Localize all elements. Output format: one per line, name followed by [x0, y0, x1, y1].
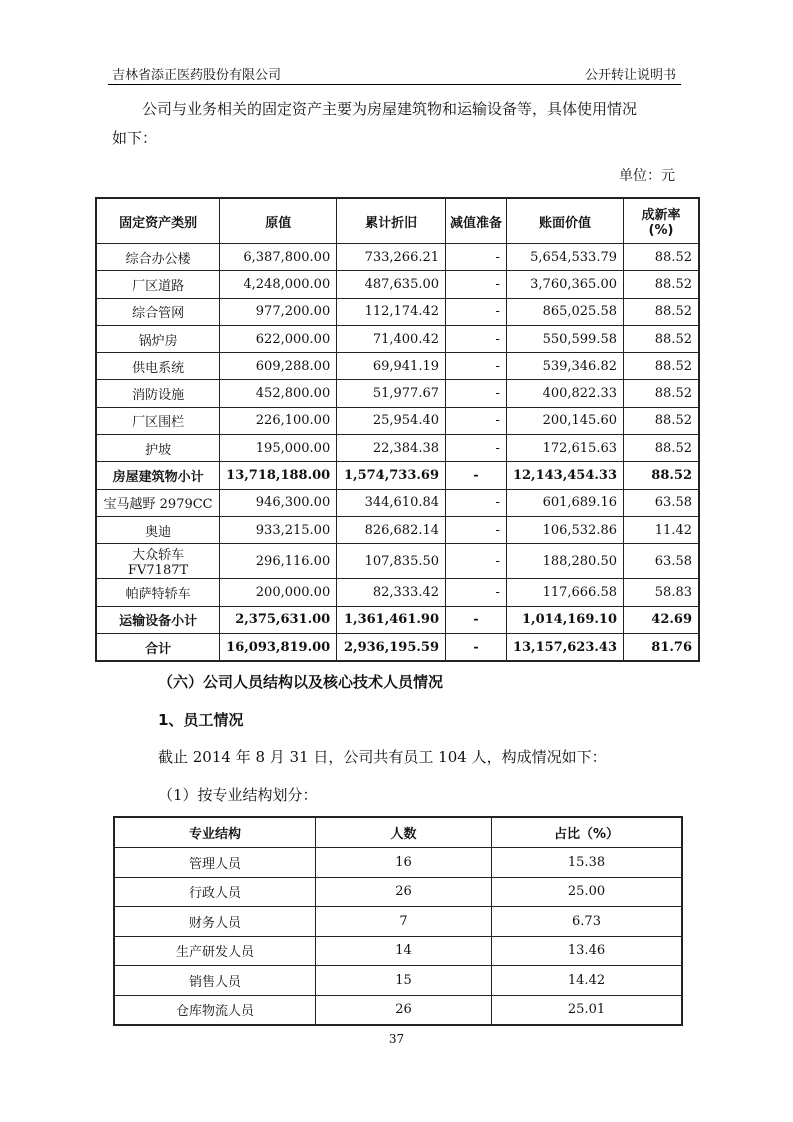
employee-role-cell: 财务人员 [114, 907, 316, 937]
asset-value-cell: 550,599.58 [506, 325, 623, 352]
asset-value-cell: 200,000.00 [220, 579, 337, 606]
employee-value-cell: 26 [316, 995, 492, 1025]
col-header-impairment: 减值准备 [446, 198, 507, 244]
asset-value-cell: 733,266.21 [337, 244, 446, 271]
asset-value-cell: 296,116.00 [220, 544, 337, 579]
asset-value-cell: 6,387,800.00 [220, 244, 337, 271]
asset-value-cell: - [446, 380, 507, 407]
asset-value-cell: 88.52 [624, 271, 700, 298]
newness-unit: (%) [648, 223, 674, 238]
asset-value-cell: 200,145.60 [506, 407, 623, 434]
table-row [114, 995, 682, 1025]
table-row [114, 907, 682, 937]
asset-value-cell: 63.58 [624, 489, 700, 516]
asset-value-cell: - [446, 489, 507, 516]
col-header-newness [624, 198, 700, 244]
asset-value-cell: 82,333.42 [337, 579, 446, 606]
asset-value-cell: - [446, 544, 507, 579]
asset-value-cell: 11.42 [624, 516, 700, 543]
col-header-structure: 专业结构 [114, 817, 316, 848]
asset-value-cell: 13,157,623.43 [506, 633, 623, 661]
asset-value-cell: 88.52 [624, 325, 700, 352]
asset-value-cell: 13,718,188.00 [220, 462, 337, 489]
employee-value-cell: 26 [316, 877, 492, 907]
col-header-category: 固定资产类别 [96, 198, 220, 244]
employee-role-cell: 管理人员 [114, 848, 316, 878]
asset-value-cell: 3,760,365.00 [506, 271, 623, 298]
employee-value-cell: 13.46 [492, 936, 683, 966]
employee-value-cell: 7 [316, 907, 492, 937]
table-row [96, 380, 699, 407]
asset-value-cell: 22,384.38 [337, 435, 446, 462]
employee-value-cell: 6.73 [492, 907, 683, 937]
asset-value-cell: 63.58 [624, 544, 700, 579]
fixed-asset-table [95, 197, 700, 662]
asset-value-cell: 88.52 [624, 435, 700, 462]
asset-category-cell: 帕萨特轿车 [96, 579, 220, 606]
asset-value-cell: 5,654,533.79 [506, 244, 623, 271]
asset-value-cell: 88.52 [624, 462, 700, 489]
asset-category-cell: 大众轿车 FV7187T [96, 544, 220, 579]
asset-value-cell: 51,977.67 [337, 380, 446, 407]
table-row [96, 462, 699, 489]
asset-value-cell: 88.52 [624, 353, 700, 380]
table-row [96, 298, 699, 325]
asset-value-cell: 865,025.58 [506, 298, 623, 325]
asset-value-cell: 88.52 [624, 244, 700, 271]
asset-value-cell: 946,300.00 [220, 489, 337, 516]
table-row [96, 271, 699, 298]
table-row [96, 489, 699, 516]
section-heading-6: （六）公司人员结构以及核心技术人员情况 [158, 673, 444, 691]
employee-value-cell: 25.01 [492, 995, 683, 1025]
asset-value-cell: 1,014,169.10 [506, 606, 623, 633]
asset-category-cell: 合计 [96, 633, 220, 661]
asset-value-cell: 609,288.00 [220, 353, 337, 380]
employee-role-cell: 销售人员 [114, 966, 316, 996]
table-row [96, 244, 699, 271]
asset-value-cell: 1,574,733.69 [337, 462, 446, 489]
table-row [114, 966, 682, 996]
intro-line-2: 如下： [112, 129, 158, 147]
table-row [96, 435, 699, 462]
asset-value-cell: 195,000.00 [220, 435, 337, 462]
asset-value-cell: - [446, 244, 507, 271]
asset-category-cell: 房屋建筑物小计 [96, 462, 220, 489]
asset-value-cell: 112,174.42 [337, 298, 446, 325]
employee-role-cell: 仓库物流人员 [114, 995, 316, 1025]
employee-value-cell: 15.38 [492, 848, 683, 878]
asset-value-cell: 344,610.84 [337, 489, 446, 516]
asset-category-cell: 宝马越野 2979CC [96, 489, 220, 516]
employee-structure-table [113, 816, 683, 1026]
asset-value-cell: 12,143,454.33 [506, 462, 623, 489]
asset-value-cell: 622,000.00 [220, 325, 337, 352]
table-row [96, 579, 699, 606]
employee-value-cell: 25.00 [492, 877, 683, 907]
asset-value-cell: 107,835.50 [337, 544, 446, 579]
intro-line-1: 公司与业务相关的固定资产主要为房屋建筑物和运输设备等，具体使用情况 [142, 100, 638, 118]
asset-value-cell: - [446, 606, 507, 633]
asset-value-cell: 16,093,819.00 [220, 633, 337, 661]
asset-value-cell: 188,280.50 [506, 544, 623, 579]
asset-value-cell: - [446, 516, 507, 543]
table-row [114, 877, 682, 907]
employee-value-cell: 15 [316, 966, 492, 996]
table-row [96, 606, 699, 633]
col-header-ratio: 占比（%） [492, 817, 683, 848]
asset-value-cell: - [446, 407, 507, 434]
header-divider [108, 84, 681, 85]
asset-value-cell: 117,666.58 [506, 579, 623, 606]
asset-category-cell: 消防设施 [96, 380, 220, 407]
employee-value-cell: 14.42 [492, 966, 683, 996]
asset-category-cell: 锅炉房 [96, 325, 220, 352]
asset-category-cell: 厂区围栏 [96, 407, 220, 434]
asset-value-cell: 88.52 [624, 298, 700, 325]
asset-value-cell: 4,248,000.00 [220, 271, 337, 298]
asset-value-cell: 88.52 [624, 407, 700, 434]
employee-role-cell: 行政人员 [114, 877, 316, 907]
asset-value-cell: 106,532.86 [506, 516, 623, 543]
staff-summary: 截止 2014 年 8 月 31 日，公司共有员工 104 人，构成情况如下： [158, 748, 607, 766]
table-row [96, 516, 699, 543]
asset-value-cell: - [446, 462, 507, 489]
table-row [96, 325, 699, 352]
table-row [96, 353, 699, 380]
asset-category-cell: 供电系统 [96, 353, 220, 380]
asset-value-cell: 69,941.19 [337, 353, 446, 380]
employee-value-cell: 14 [316, 936, 492, 966]
table-header-row [96, 198, 699, 244]
employee-role-cell: 生产研发人员 [114, 936, 316, 966]
table-row [96, 633, 699, 661]
table-row [96, 407, 699, 434]
table-row [96, 544, 699, 579]
asset-value-cell: - [446, 325, 507, 352]
asset-value-cell: 172,615.63 [506, 435, 623, 462]
asset-value-cell: - [446, 271, 507, 298]
asset-category-cell: 护坡 [96, 435, 220, 462]
asset-value-cell: 81.76 [624, 633, 700, 661]
asset-value-cell: 826,682.14 [337, 516, 446, 543]
asset-value-cell: 1,361,461.90 [337, 606, 446, 633]
asset-value-cell: 25,954.40 [337, 407, 446, 434]
asset-value-cell: 58.83 [624, 579, 700, 606]
asset-value-cell: 71,400.42 [337, 325, 446, 352]
asset-value-cell: 601,689.16 [506, 489, 623, 516]
col-header-original: 原值 [220, 198, 337, 244]
asset-value-cell: 539,346.82 [506, 353, 623, 380]
by-major-heading: （1）按专业结构划分： [158, 786, 318, 804]
col-header-depreciation: 累计折旧 [337, 198, 446, 244]
asset-category-cell: 综合办公楼 [96, 244, 220, 271]
asset-value-cell: - [446, 353, 507, 380]
asset-category-cell: 厂区道路 [96, 271, 220, 298]
asset-value-cell: - [446, 435, 507, 462]
col-header-book-value: 账面价值 [506, 198, 623, 244]
asset-value-cell: 977,200.00 [220, 298, 337, 325]
asset-value-cell: 400,822.33 [506, 380, 623, 407]
asset-category-cell: 综合管网 [96, 298, 220, 325]
page-number: 37 [388, 1032, 405, 1046]
asset-value-cell: 42.69 [624, 606, 700, 633]
employee-value-cell: 16 [316, 848, 492, 878]
subsection-heading-1: 1、员工情况 [158, 711, 244, 729]
asset-value-cell: - [446, 298, 507, 325]
col-header-count: 人数 [316, 817, 492, 848]
asset-value-cell: 88.52 [624, 380, 700, 407]
asset-value-cell: 452,800.00 [220, 380, 337, 407]
header-doc-title: 公开转让说明书 [584, 68, 676, 83]
table-row [114, 936, 682, 966]
newness-label: 成新率 [641, 208, 681, 223]
unit-label: 单位：元 [619, 168, 675, 184]
asset-value-cell: - [446, 579, 507, 606]
header-company: 吉林省添正医药股份有限公司 [112, 68, 282, 83]
asset-category-cell: 运输设备小计 [96, 606, 220, 633]
table-row [114, 848, 682, 878]
asset-value-cell: 226,100.00 [220, 407, 337, 434]
asset-value-cell: 2,936,195.59 [337, 633, 446, 661]
table-header-row [114, 817, 682, 848]
asset-value-cell: 933,215.00 [220, 516, 337, 543]
asset-value-cell: 487,635.00 [337, 271, 446, 298]
asset-value-cell: - [446, 633, 507, 661]
asset-category-cell: 奥迪 [96, 516, 220, 543]
asset-value-cell: 2,375,631.00 [220, 606, 337, 633]
